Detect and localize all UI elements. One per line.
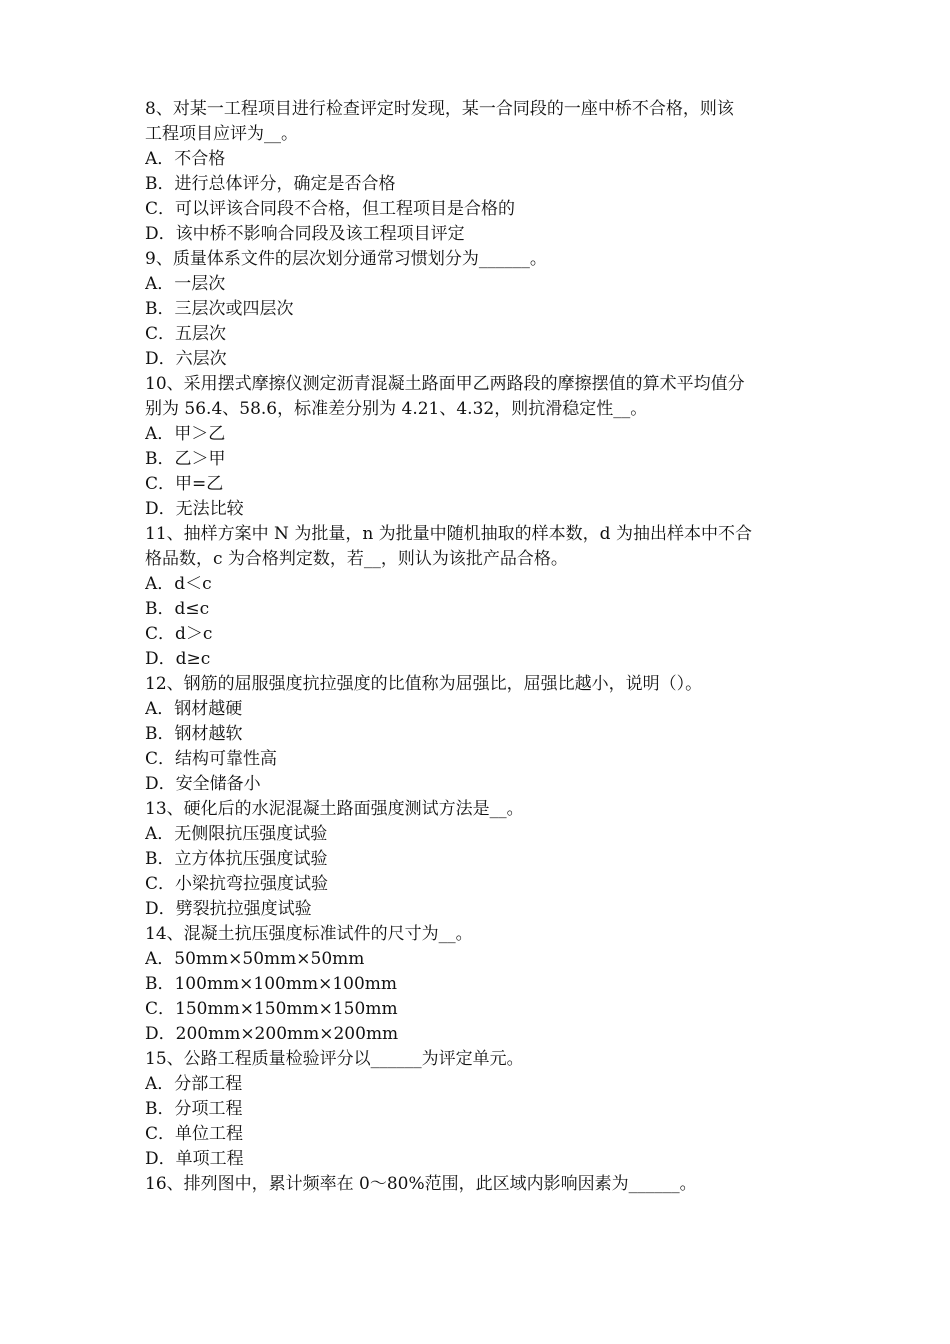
question-line: 8、对某一工程项目进行检查评定时发现，某一合同段的一座中桥不合格，则该 (145, 99, 734, 119)
option-line: B．三层次或四层次 (145, 299, 294, 319)
option-line: D．劈裂抗拉强度试验 (145, 899, 312, 919)
option-line: C．甲=乙 (145, 474, 224, 494)
option-line: A．无侧限抗压强度试验 (145, 824, 328, 844)
option-line: C．d＞c (145, 624, 213, 644)
option-line: A．甲＞乙 (145, 424, 226, 444)
question-line: 11、抽样方案中 N 为批量，n 为批量中随机抽取的样本数，d 为抽出样本中不合 (145, 524, 752, 544)
option-line: C．五层次 (145, 324, 227, 344)
option-line: C．可以评该合同段不合格，但工程项目是合格的 (145, 199, 516, 219)
option-line: A．钢材越硬 (145, 699, 243, 719)
question-line: 10、采用摆式摩擦仪测定沥青混凝土路面甲乙两路段的摩擦摆值的算术平均值分 (145, 374, 745, 394)
option-line: D．该中桥不影响合同段及该工程项目评定 (145, 224, 465, 244)
option-line: A．50mm×50mm×50mm (145, 949, 365, 969)
option-line: B．进行总体评分，确定是否合格 (145, 174, 396, 194)
option-line: C．单位工程 (145, 1124, 244, 1144)
option-line: B．钢材越软 (145, 724, 243, 744)
question-line: 13、硬化后的水泥混凝土路面强度测试方法是__。 (145, 799, 524, 819)
option-line: A．分部工程 (145, 1074, 243, 1094)
option-line: D．六层次 (145, 349, 227, 369)
question-line: 9、质量体系文件的层次划分通常习惯划分为______。 (145, 249, 547, 269)
question-continuation-line: 别为 56.4、58.6，标准差分别为 4.21、4.32，则抗滑稳定性__。 (145, 399, 648, 419)
question-line: 16、排列图中，累计频率在 0～80%范围，此区域内影响因素为______。 (145, 1174, 697, 1194)
question-continuation-line: 格品数，c 为合格判定数，若__，则认为该批产品合格。 (145, 549, 568, 569)
question-line: 15、公路工程质量检验评分以______为评定单元。 (145, 1049, 524, 1069)
question-line: 12、钢筋的屈服强度抗拉强度的比值称为屈强比，屈强比越小，说明（）。 (145, 674, 703, 694)
option-line: D．单项工程 (145, 1149, 244, 1169)
option-line: B．乙＞甲 (145, 449, 226, 469)
option-line: D．安全储备小 (145, 774, 261, 794)
option-line: D．200mm×200mm×200mm (145, 1024, 399, 1044)
option-line: B．分项工程 (145, 1099, 243, 1119)
document-body (145, 97, 815, 1197)
option-line: B．立方体抗压强度试验 (145, 849, 328, 869)
option-line: A．d＜c (145, 574, 212, 594)
option-line: B．d≤c (145, 599, 210, 619)
option-line: D．无法比较 (145, 499, 244, 519)
option-line: C．结构可靠性高 (145, 749, 278, 769)
question-continuation-line: 工程项目应评为__。 (145, 124, 298, 144)
option-line: B．100mm×100mm×100mm (145, 974, 398, 994)
question-line: 14、混凝土抗压强度标准试件的尺寸为__。 (145, 924, 473, 944)
option-line: A．不合格 (145, 149, 226, 169)
option-line: C．150mm×150mm×150mm (145, 999, 398, 1019)
option-line: A．一层次 (145, 274, 226, 294)
option-line: C．小梁抗弯拉强度试验 (145, 874, 329, 894)
option-line: D．d≥c (145, 649, 211, 669)
